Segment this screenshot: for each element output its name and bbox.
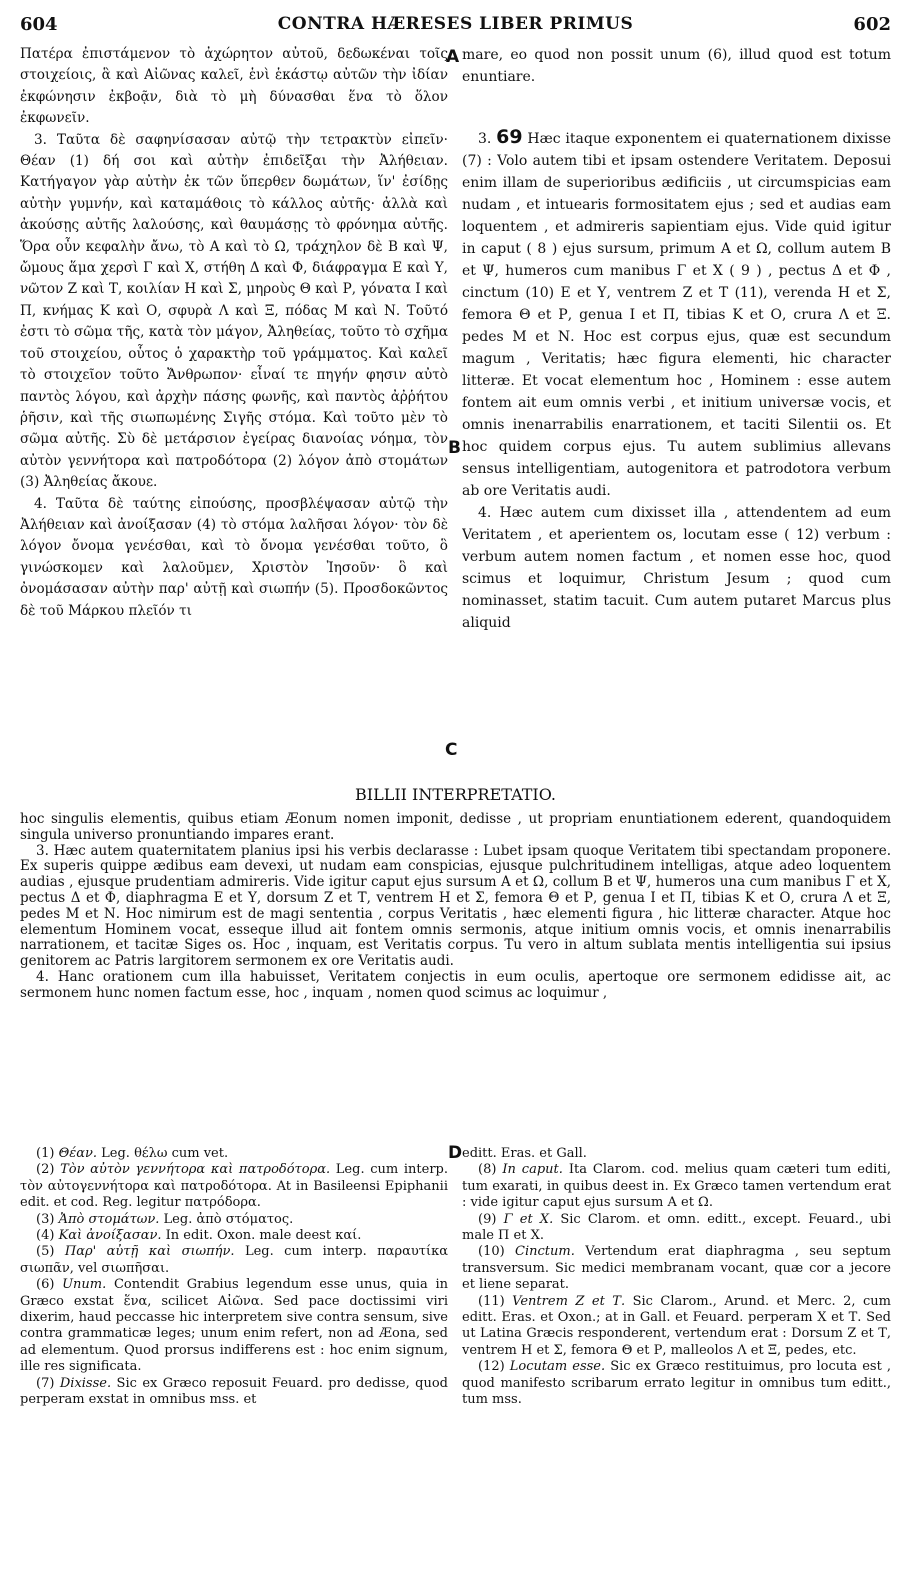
latin-paragraph [462,126,891,502]
margin-letter-a: A [446,47,460,67]
latin-paragraph: 4. Hæc autem cum dixisset illa , attendentem ad eum Veritatem , et aperientem os, locutam esse ( 12) verbum : verbum autem nomen factum , et nomen esse hoc, quod scimus et loquimur, Christum Jesum ; quod cum nominasset, statim tacuit. Cum autem putaret Marcus plus aliquid [462,505,891,631]
footnote: (2) Τὸν αὐτὸν γεννήτορα καὶ πατροδότορα. Leg. cum interp. τὸν αὐτογεννήτορα καὶ πατροδότορα. At in Basileensi Epiphanii edit. et cod. Reg. legitur πατρόδορα. [20,1162,448,1211]
margin-letter-d: D [448,1143,463,1163]
footnote: (11) Ventrem Ζ et Τ. Sic Clarom., Arund. et Merc. 2, cum editt. Eras. et Oxon.; at in Gall. et Feuard. perperam Χ et Τ. Sed ut Latina Græcis responderent, vertendum erat : Dorsum Ζ et Τ, ventrem Η et Σ, femora Θ et Ρ, malleolos Λ et Ξ, pedes, etc. [462,1293,891,1358]
billii-interpretation [20,812,891,1130]
footnote-continuation: editt. Eras. et Gall. [462,1146,587,1161]
paragraph-number: 3. [478,131,492,147]
footnote: (3) Ἀπὸ στομάτων. Leg. ἀπὸ στόματος. [36,1211,294,1227]
footnote: (4) Καὶ ἀνοίξασαν. In edit. Oxon. male deest καί. [36,1228,362,1244]
footnote: (7) Dixisse. Sic ex Græco reposuit Feuard. pro dedisse, quod perperam exstat in omnibus mss. et [20,1375,448,1408]
footnotes-left [20,1146,448,1566]
footnotes-right [462,1146,891,1566]
billii-paragraph: hoc singulis elementis, quibus etiam Æonum nomen imponit, dedisse , ut propriam enuntiationem ederent, quandoquidem singula universo pronuntiando impares erant. [20,812,891,843]
greek-paragraph: 4. Ταῦτα δὲ ταύτης εἰπούσης, προσβλέψασαν αὐτῷ τὴν Ἀλήθειαν καὶ ἀνοίξασαν (4) τὸ στόμα λαλῆσαι λόγον· τὸν δὲ λόγον ὄνομα γενέσθαι, καὶ τὸ ὄνομα γενέσθαι τοῦτο, ὃ γινώσκομεν καὶ λαλοῦμεν, Χριστὸν Ἰησοῦν· ὃ καὶ ὀνομάσασαν αὐτὴν παρ' αὐτῇ καὶ σιωπήν (5). Προσδοκῶντος δὲ τοῦ Μάρκου πλεῖόν τι [20,495,448,619]
footnote: (5) Παρ' αὐτῇ καὶ σιωπήν. Leg. cum interp. παραυτίκα σιωπᾶν, vel σιωπῆσαι. [20,1244,448,1276]
greek-text-column [20,44,448,754]
footnote: (6) Unum. Contendit Grabius legendum esse unus, quia in Græco exstat ἕνα, scilicet Αἰῶνα. Sed pace doctissimi viri dixerim, haud peccasse hic interpretem sive contra sensum, sive contra grammaticæ leges; unum enim refert, non ad Æona, sed ad elementum. Quod prorsus indifferens est : hoc enim signum, ille res significata. [20,1277,448,1375]
latin-text-column [462,44,891,754]
page-number-right: 602 [853,14,891,35]
latin-paragraph: mare, eo quod non possit unum (6), illud quod est totum enuntiare. [462,47,891,85]
footnote: (8) In caput. Ita Clarom. cod. melius quam cæteri tum editi, tum exarati, in quibus deest in. Ex Græco tamen vertendum erat : vide igitur caput ejus sursum Α et Ω. [462,1162,891,1211]
footnote: (12) Locutam esse. Sic ex Græco restituimus, pro locuta est , quod manifesto scribarum errato legitur in omnibus tum editt., tum mss. [462,1359,891,1408]
greek-paragraph: Πατέρα ἐπιστάμενον τὸ ἀχώρητον αὐτοῦ, δεδωκέναι τοῖς στοιχείοις, ἃ καὶ Αἰῶνας καλεῖ, ἑνὶ ἑκάστῳ αὐτῶν τὴν ἰδίαν ἐκφώνησιν ἐκβοᾷν, διὰ τὸ μὴ δύνασθαι ἕνα τὸ ὅλον ἐκφωνεῖν. [20,46,448,127]
greek-paragraph: 3. Ταῦτα δὲ σαφηνίσασαν αὐτῷ τὴν τετρακτὺν εἰπεῖν· Θέαν (1) δή σοι καὶ αὐτὴν ἐπιδεῖξαι τὴν Ἀλήθειαν. Κατήγαγον γὰρ αὐτὴν ἐκ τῶν ὕπερθεν δωμάτων, ἵν' ἐσίδῃς αὐτὴν γυμνήν, καὶ καταμάθοις τὸ κάλλος αὐτῆς· ἀλλὰ καὶ ἀκούσῃς αὐτῆς λαλούσης, καὶ θαυμάσῃς τὸ φρόνημα αὐτῆς. Ὅρα οὖν κεφαλὴν ἄνω, τὸ Α καὶ τὸ Ω, τράχηλον δὲ Β καὶ Ψ, ὤμους ἅμα χερσὶ Γ καὶ Χ, στήθη Δ καὶ Φ, διάφραγμα Ε καὶ Υ, νῶτον Ζ καὶ Τ, κοιλίαν Η καὶ Σ, μηροὺς Θ καὶ Ρ, γόνατα Ι καὶ Π, κνήμας Κ καὶ Ο, σφυρὰ Λ καὶ Ξ, πόδας Μ καὶ Ν. Τοῦτό ἐστι τὸ σῶμα τῆς, κατὰ τὸν μάγον, Ἀληθείας, τοῦτο τὸ σχῆμα τοῦ στοιχείου, οὗτος ὁ χαρακτὴρ τοῦ γράμματος. Καὶ καλεῖ τὸ στοιχεῖον τοῦτο Ἄνθρωπον· εἶναί τε πηγήν φησιν αὐτὸ παντὸς λόγου, καὶ ἀρχὴν πάσης φωνῆς, καὶ παντὸς ἀῤῥήτου ῥῆσιν, καὶ τῆς σιωπωμένης Σιγῆς στόμα. Καὶ τοῦτο μὲν τὸ σῶμα αὐτῆς. Σὺ δὲ μετάρσιον ἐγείρας διανοίας νόημα, τὸν αὐτὸν γεννήτορα καὶ πατροδότορα (2) λόγον ἀπὸ στομάτων (3) Ἀληθείας ἄκουε. [20,131,448,491]
running-header [20,14,891,40]
footnote: (1) Θέαν. Leg. θέλω cum vet. [36,1146,229,1161]
column-number: 69 [496,126,523,148]
page-number-left: 604 [20,14,58,35]
footnote: (10) Cinctum. Vertendum erat diaphragma , seu septum transversum. Sic medici membranam vocant, quæ cor a jecore et liene separat. [462,1244,891,1293]
billii-paragraph: 4. Hanc orationem cum illa habuisset, Veritatem conjectis in eum oculis, apertoque ore sermonem edidisse ait, ac sermonem hunc nomen factum esse, hoc , inquam , nomen quod scimus ac loquimur , [20,968,891,1001]
latin-paragraph-text: Hæc itaque exponentem ei quaternationem dixisse (7) : Volo autem tibi et ipsam ostendere Veritatem. Deposui enim illam de superioribus ædificiis , ut circumspicias eam nudam , et intuearis formositatem ejus ; sed et audias eam loquentem , et admireris sapientiam ejus. Vide quid igitur in caput ( 8 ) ejus sursum, primum Α et Ω, collum autem Β et Ψ, humeros cum manibus Γ et Χ ( 9 ) , pectus Δ et Φ , cinctum (10) Ε et Υ, ventrem Ζ et Τ (11), verenda Η et Σ, femora Θ et Ρ, genua Ι et Π, tibias Κ et Ο, crura Λ et Ξ. pedes Μ et Ν. Hoc est corpus ejus, quæ est secundum magum , Veritatis; hæc figura elementi, hic character litteræ. Et vocat elementum hoc , Hominem : esse autem fontem ait eum omnis verbi , et initium universæ vocis, et omnis inenarrabilis enarrationem, et taciti Silentii os. Et hoc quidem corpus ejus. Tu autem sublimius allevans sensus intelligentiam, autogenitora et patrodotora verbum ab ore Veritatis audi. [462,131,891,499]
footnote: (9) Γ et Χ. Sic Clarom. et omn. editt., except. Feuard., ubi male Π et Χ. [462,1211,891,1244]
section-title: BILLII INTERPRETATIO. [355,785,556,804]
margin-letter-b: B [448,438,461,458]
billii-paragraph: 3. Hæc autem quaternitatem planius ipsi his verbis declarasse : Lubet ipsam quoque Veritatem tibi spectandam proponere. Ex superis quippe ædibus eam devexi, ut nudam eam conspicias, ejusque pulchritudinem intelligas, atque adeo loquentem audias , ejusque prudentiam admireris. Vide igitur caput ejus sursum Α et Ω, collum Β et Ψ, humeros una cum manibus Γ et Χ, pectus Δ et Φ, diaphragma Ε et Υ, dorsum Ζ et Τ, ventrem Η et Σ, femora Θ et Ρ, genua Ι et Π, tibias Κ et Ο, crura Λ et Ξ, pedes Μ et Ν. Hoc nimirum est de magi sententia , corpus Veritatis , hæc elementi figura , hic litteræ character. Atque hoc elementum Hominem vocat, esseque illud ait fontem omnis sermonis, atque initium omnis vocis, et omnis inenarrabilis narrationem, et tacitæ Siges os. Hoc , inquam, est Veritatis corpus. Tu vero in altum sublata mentis intelligentia sui ipsius genitorem ac Patris largitorem sermonem ex ore Veritatis audi. [20,842,891,970]
margin-letter-c: C [445,740,458,760]
running-title: CONTRA HÆRESES LIBER PRIMUS [277,14,634,34]
